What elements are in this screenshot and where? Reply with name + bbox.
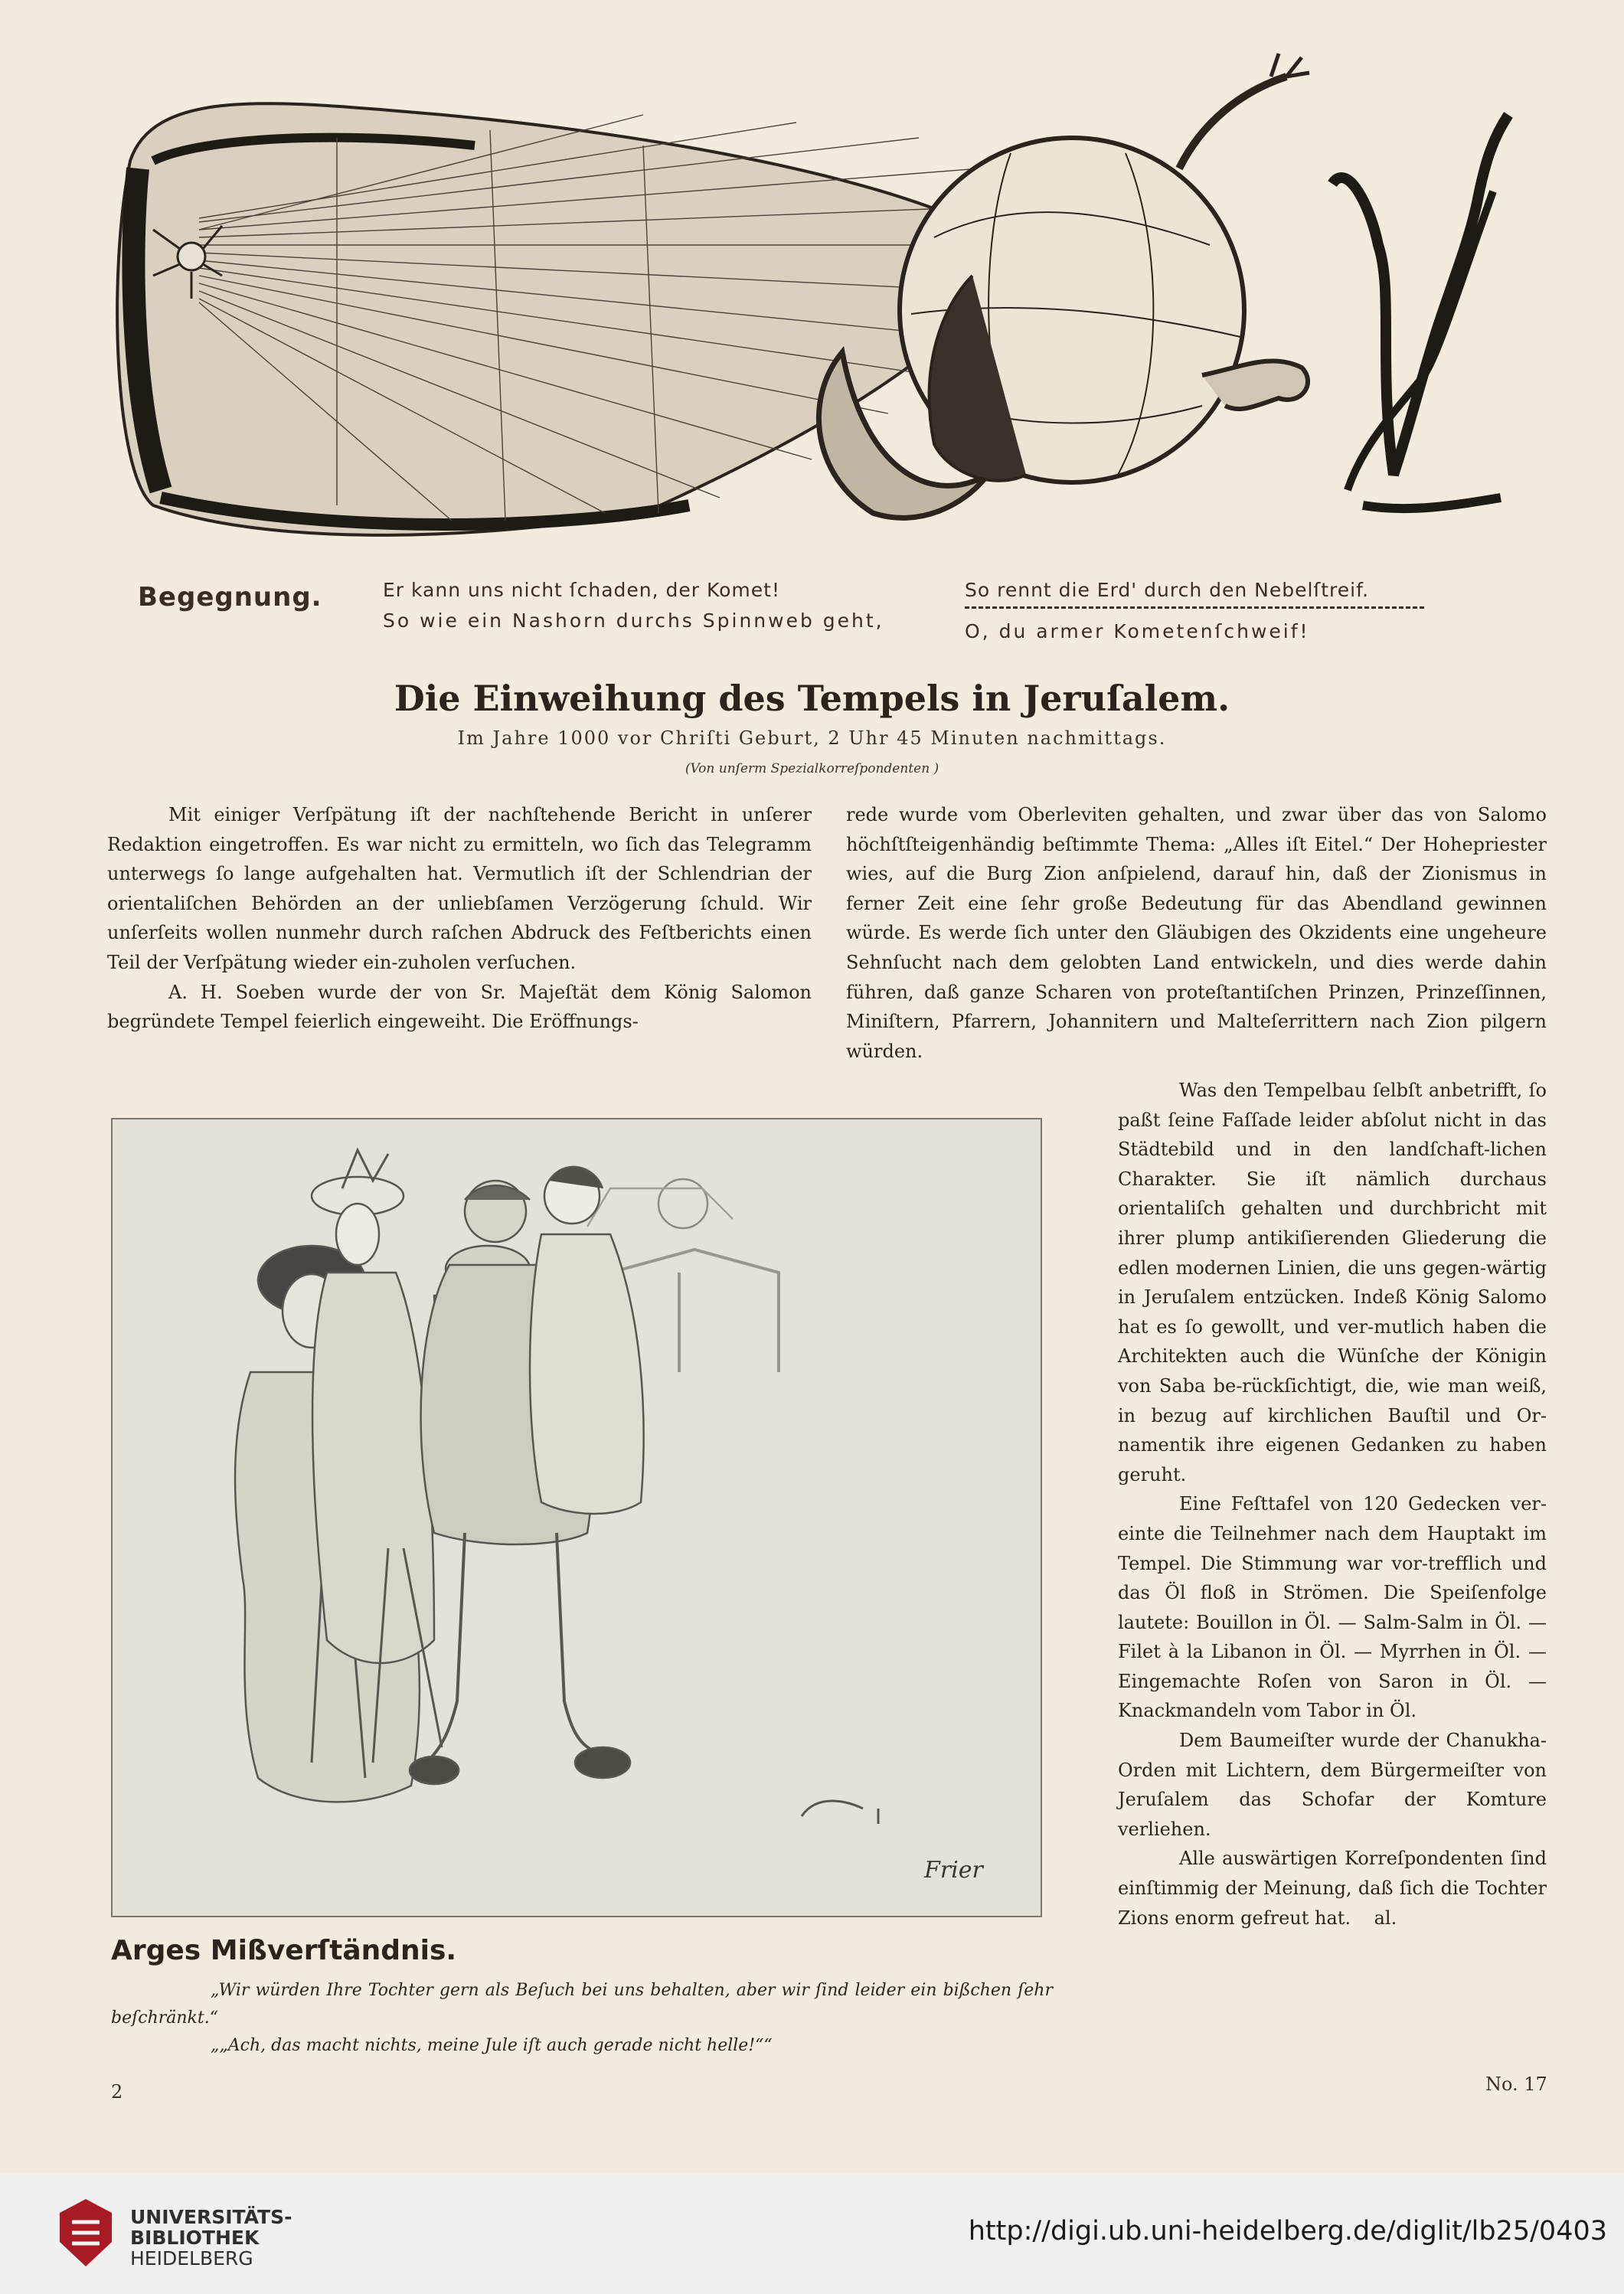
caption-quote: „„Ach, das macht nichts, meine Jule iſt auch gerade nicht helle!““ — [211, 2036, 773, 2055]
paragraph: Dem Baumeiſter wurde der Chanukha-Orden mit Lichtern, dem Bürgermeiſter von Jeruſalem das Schofar der Komture verliehen. — [1118, 1730, 1547, 1840]
caption-title: Begegnung. — [138, 582, 322, 613]
permalink-url[interactable]: http://digi.ub.uni-heidelberg.de/diglit/lb25/0403 — [968, 2216, 1607, 2247]
paragraph: Mit einiger Verſpätung iſt der nachſtehende Bericht in unſerer Redaktion eingetroffen. Es war nicht zu ermitteln, wo ſich das Telegramm unterwegs ſo lange aufgehalten hat. Vermutlich iſt der Schlendrian der orientaliſchen Behörden an der unliebſamen Verzögerung ſchuld. Wir unſerſeits wollen nunmehr durch raſchen Abdruck des Feſtberichts einen Teil der Verſpätung wieder ein-zuholen verſuchen. — [107, 804, 812, 973]
page-number: 2 — [111, 2081, 123, 2103]
caption-verse-line: So rennt die Erd' durch den Nebelſtreif. — [965, 579, 1370, 601]
illustration-caption — [130, 567, 1432, 651]
dashed-rule — [965, 606, 1424, 609]
article-column-middle — [846, 800, 1547, 1066]
library-name-line: UNIVERSITÄTS- — [130, 2206, 292, 2228]
author-signature: al. — [1374, 1907, 1397, 1929]
article-column-right — [1118, 1076, 1547, 1933]
comet-illustration — [107, 46, 1562, 551]
sketch-drawing — [113, 1119, 1041, 1916]
cartoon-title: Arges Mißverſtändnis. — [111, 1935, 457, 1966]
paragraph: rede wurde vom Oberleviten gehalten, und zwar über das von Salomo höchſtſteigenhändig beſtimmte Thema: „Alles iſt Eitel.“ Der Hohepriester wies, auf die Burg Zion anſpielend, darauf hin, daß der Zionismus in ferner Zeit eine ſehr große Bedeutung für das Abendland gewinnen würde. Es werde ſich unter den Gläubigen des Okzidents eine ungeheure Sehnſucht nach dem gelobten Land entwickeln, und dies werde dahin führen, daß ganze Scharen von proteſtantiſchen Prinzen, Prinzeſſinnen, Miniſtern, Pfarrern, Johannitern und Malteſerrittern nach Zion pilgern würden. — [846, 804, 1547, 1062]
issue-number: No. 17 — [1485, 2073, 1547, 2095]
paragraph: Was den Tempelbau ſelbſt anbetrifft, ſo paßt ſeine Faſſade leider abſolut nicht in das Städtebild und in den landſchaft-lichen Charakter. Sie iſt nämlich durchaus orientaliſch gehalten und durchbricht mit ihrer plump antikiſierenden Gliederung die edlen modernen Linien, die uns gegen-wärtig in Jeruſalem entzücken. Indeß König Salomo hat es ſo gewollt, und ver-mutlich haben die Architekten auch die Wünſche der Königin von Saba be-rückſichtigt, die, wie man weiß, in bezug auf kirchlichen Bauſtil und Or-namentik ihre eigenen Gedanken zu haben geruht. — [1118, 1080, 1547, 1485]
article-byline: (Von unſerm Spezialkorreſpondenten ) — [685, 761, 939, 776]
artist-signature: Frier — [924, 1857, 983, 1884]
article-title: Die Einweihung des Tempels in Jeruſalem. — [394, 678, 1230, 719]
cartoon-sketch — [111, 1118, 1042, 1917]
paragraph — [1118, 1844, 1547, 1933]
paragraph: Eine Feſttafel von 120 Gedecken ver-einte die Teilnehmer nach dem Hauptakt im Tempel. Die Stimmung war vor-trefflich und das Öl floß in Strömen. Die Speiſenfolge lautete: Bouillon in Öl. — Salm-Salm in Öl. — Filet à la Libanon in Öl. — Myrrhen in Öl. — Eingemachte Roſen von Saron in Öl. — Knackmandeln vom Tabor in Öl. — [1118, 1493, 1547, 1722]
paragraph-text: Alle auswärtigen Korreſpondenten ſind einſtimmig der Meinung, daß ſich die Tochter Zions enorm gefreut hat. — [1118, 1848, 1547, 1929]
library-name — [130, 2207, 292, 2269]
caption-verse-line: O, du armer Kometenſchweif! — [965, 620, 1310, 642]
library-name-line: BIBLIOTHEK — [130, 2227, 260, 2249]
caption-quote: „Wir würden Ihre Tochter gern als Beſuch bei uns behalten, aber wir ſind leider ein bißchen ſehr beſchränkt.“ — [111, 1981, 1053, 2028]
viewer-footer — [0, 2173, 1624, 2294]
article-column-left — [107, 800, 812, 1037]
caption-verse-line: Er kann uns nicht ſchaden, der Komet! — [383, 579, 780, 601]
library-name-line: HEIDELBERG — [130, 2247, 253, 2269]
article-subtitle: Im Jahre 1000 vor Chriſti Geburt, 2 Uhr 45 Minuten nachmittags. — [457, 727, 1167, 749]
paragraph: A. H. Soeben wurde der von Sr. Majeſtät dem König Salomon begründete Tempel feierlich eingeweiht. Die Eröffnungs- — [107, 981, 812, 1033]
caption-verse-line: So wie ein Nashorn durchs Spinnweb geht, — [383, 609, 884, 632]
cartoon-caption — [111, 1977, 1053, 2060]
library-logo-icon — [55, 2196, 116, 2269]
